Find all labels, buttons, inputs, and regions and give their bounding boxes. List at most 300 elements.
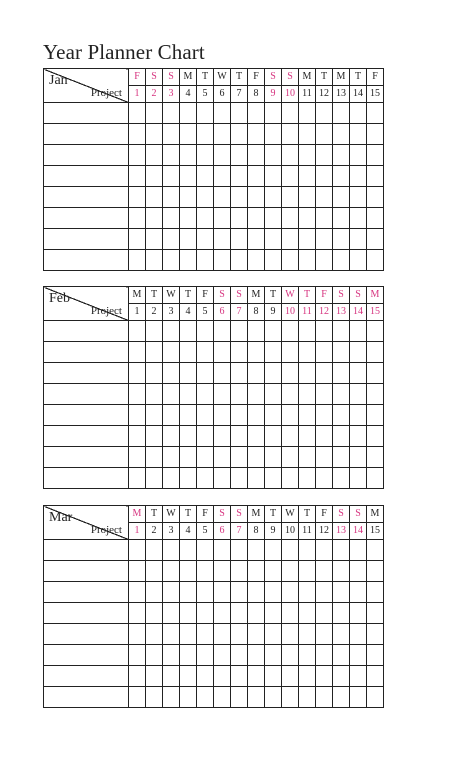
day-cell[interactable] <box>163 687 180 708</box>
day-cell[interactable] <box>299 582 316 603</box>
day-cell[interactable] <box>350 208 367 229</box>
day-cell[interactable] <box>163 187 180 208</box>
day-cell[interactable] <box>350 603 367 624</box>
day-cell[interactable] <box>282 426 299 447</box>
day-cell[interactable] <box>265 384 282 405</box>
day-cell[interactable] <box>282 145 299 166</box>
day-cell[interactable] <box>231 645 248 666</box>
project-name-cell[interactable] <box>44 363 129 384</box>
project-name-cell[interactable] <box>44 103 129 124</box>
day-cell[interactable] <box>316 405 333 426</box>
day-cell[interactable] <box>163 468 180 489</box>
project-name-cell[interactable] <box>44 540 129 561</box>
day-cell[interactable] <box>248 208 265 229</box>
day-cell[interactable] <box>231 145 248 166</box>
day-cell[interactable] <box>146 384 163 405</box>
day-cell[interactable] <box>333 624 350 645</box>
project-name-cell[interactable] <box>44 229 129 250</box>
day-cell[interactable] <box>316 187 333 208</box>
day-cell[interactable] <box>282 208 299 229</box>
day-cell[interactable] <box>248 124 265 145</box>
day-cell[interactable] <box>350 645 367 666</box>
day-cell[interactable] <box>163 363 180 384</box>
day-cell[interactable] <box>214 645 231 666</box>
day-cell[interactable] <box>265 624 282 645</box>
day-cell[interactable] <box>214 342 231 363</box>
day-cell[interactable] <box>248 103 265 124</box>
day-cell[interactable] <box>350 426 367 447</box>
day-cell[interactable] <box>146 666 163 687</box>
day-cell[interactable] <box>282 666 299 687</box>
project-name-cell[interactable] <box>44 447 129 468</box>
day-cell[interactable] <box>231 666 248 687</box>
day-cell[interactable] <box>197 426 214 447</box>
day-cell[interactable] <box>214 426 231 447</box>
day-cell[interactable] <box>265 405 282 426</box>
day-cell[interactable] <box>316 603 333 624</box>
day-cell[interactable] <box>367 229 384 250</box>
day-cell[interactable] <box>299 645 316 666</box>
day-cell[interactable] <box>367 405 384 426</box>
day-cell[interactable] <box>197 582 214 603</box>
day-cell[interactable] <box>350 363 367 384</box>
day-cell[interactable] <box>350 447 367 468</box>
day-cell[interactable] <box>367 645 384 666</box>
day-cell[interactable] <box>350 687 367 708</box>
day-cell[interactable] <box>231 384 248 405</box>
day-cell[interactable] <box>265 426 282 447</box>
day-cell[interactable] <box>214 666 231 687</box>
day-cell[interactable] <box>282 540 299 561</box>
day-cell[interactable] <box>197 603 214 624</box>
day-cell[interactable] <box>231 124 248 145</box>
day-cell[interactable] <box>350 321 367 342</box>
day-cell[interactable] <box>248 624 265 645</box>
day-cell[interactable] <box>197 405 214 426</box>
project-name-cell[interactable] <box>44 645 129 666</box>
day-cell[interactable] <box>214 384 231 405</box>
day-cell[interactable] <box>265 363 282 384</box>
day-cell[interactable] <box>146 103 163 124</box>
day-cell[interactable] <box>282 582 299 603</box>
project-name-cell[interactable] <box>44 687 129 708</box>
day-cell[interactable] <box>333 103 350 124</box>
day-cell[interactable] <box>129 103 146 124</box>
day-cell[interactable] <box>333 426 350 447</box>
day-cell[interactable] <box>197 447 214 468</box>
day-cell[interactable] <box>282 363 299 384</box>
day-cell[interactable] <box>299 342 316 363</box>
day-cell[interactable] <box>180 384 197 405</box>
day-cell[interactable] <box>129 363 146 384</box>
day-cell[interactable] <box>316 645 333 666</box>
day-cell[interactable] <box>367 540 384 561</box>
day-cell[interactable] <box>265 687 282 708</box>
day-cell[interactable] <box>197 666 214 687</box>
day-cell[interactable] <box>367 321 384 342</box>
day-cell[interactable] <box>197 645 214 666</box>
day-cell[interactable] <box>129 405 146 426</box>
project-name-cell[interactable] <box>44 582 129 603</box>
day-cell[interactable] <box>367 426 384 447</box>
day-cell[interactable] <box>350 342 367 363</box>
project-name-cell[interactable] <box>44 321 129 342</box>
day-cell[interactable] <box>248 468 265 489</box>
day-cell[interactable] <box>248 561 265 582</box>
day-cell[interactable] <box>350 582 367 603</box>
day-cell[interactable] <box>180 582 197 603</box>
day-cell[interactable] <box>299 447 316 468</box>
day-cell[interactable] <box>146 229 163 250</box>
day-cell[interactable] <box>265 468 282 489</box>
day-cell[interactable] <box>214 624 231 645</box>
day-cell[interactable] <box>316 447 333 468</box>
day-cell[interactable] <box>265 103 282 124</box>
day-cell[interactable] <box>197 540 214 561</box>
day-cell[interactable] <box>163 124 180 145</box>
day-cell[interactable] <box>248 603 265 624</box>
day-cell[interactable] <box>129 540 146 561</box>
day-cell[interactable] <box>146 250 163 271</box>
day-cell[interactable] <box>265 645 282 666</box>
day-cell[interactable] <box>214 447 231 468</box>
day-cell[interactable] <box>180 363 197 384</box>
day-cell[interactable] <box>180 666 197 687</box>
day-cell[interactable] <box>248 363 265 384</box>
day-cell[interactable] <box>248 447 265 468</box>
day-cell[interactable] <box>299 687 316 708</box>
day-cell[interactable] <box>197 250 214 271</box>
day-cell[interactable] <box>367 582 384 603</box>
day-cell[interactable] <box>180 321 197 342</box>
day-cell[interactable] <box>248 342 265 363</box>
day-cell[interactable] <box>197 468 214 489</box>
day-cell[interactable] <box>146 603 163 624</box>
day-cell[interactable] <box>129 166 146 187</box>
day-cell[interactable] <box>333 468 350 489</box>
day-cell[interactable] <box>214 561 231 582</box>
day-cell[interactable] <box>350 540 367 561</box>
project-name-cell[interactable] <box>44 603 129 624</box>
day-cell[interactable] <box>214 540 231 561</box>
day-cell[interactable] <box>299 666 316 687</box>
day-cell[interactable] <box>197 229 214 250</box>
day-cell[interactable] <box>163 540 180 561</box>
day-cell[interactable] <box>316 145 333 166</box>
day-cell[interactable] <box>265 124 282 145</box>
day-cell[interactable] <box>299 468 316 489</box>
day-cell[interactable] <box>333 124 350 145</box>
day-cell[interactable] <box>367 384 384 405</box>
day-cell[interactable] <box>163 166 180 187</box>
day-cell[interactable] <box>350 187 367 208</box>
day-cell[interactable] <box>282 645 299 666</box>
day-cell[interactable] <box>333 342 350 363</box>
day-cell[interactable] <box>197 342 214 363</box>
day-cell[interactable] <box>367 250 384 271</box>
day-cell[interactable] <box>282 250 299 271</box>
day-cell[interactable] <box>265 582 282 603</box>
day-cell[interactable] <box>367 687 384 708</box>
day-cell[interactable] <box>163 426 180 447</box>
day-cell[interactable] <box>299 229 316 250</box>
day-cell[interactable] <box>214 250 231 271</box>
day-cell[interactable] <box>129 124 146 145</box>
day-cell[interactable] <box>316 363 333 384</box>
day-cell[interactable] <box>299 624 316 645</box>
day-cell[interactable] <box>282 561 299 582</box>
day-cell[interactable] <box>265 540 282 561</box>
day-cell[interactable] <box>299 363 316 384</box>
day-cell[interactable] <box>316 250 333 271</box>
day-cell[interactable] <box>333 321 350 342</box>
day-cell[interactable] <box>316 384 333 405</box>
day-cell[interactable] <box>333 540 350 561</box>
day-cell[interactable] <box>197 384 214 405</box>
day-cell[interactable] <box>248 645 265 666</box>
day-cell[interactable] <box>282 187 299 208</box>
day-cell[interactable] <box>367 145 384 166</box>
day-cell[interactable] <box>180 447 197 468</box>
day-cell[interactable] <box>316 666 333 687</box>
day-cell[interactable] <box>299 384 316 405</box>
day-cell[interactable] <box>333 363 350 384</box>
day-cell[interactable] <box>333 645 350 666</box>
day-cell[interactable] <box>146 124 163 145</box>
day-cell[interactable] <box>163 447 180 468</box>
day-cell[interactable] <box>163 250 180 271</box>
project-name-cell[interactable] <box>44 426 129 447</box>
day-cell[interactable] <box>163 145 180 166</box>
day-cell[interactable] <box>282 321 299 342</box>
day-cell[interactable] <box>299 103 316 124</box>
day-cell[interactable] <box>231 468 248 489</box>
day-cell[interactable] <box>180 540 197 561</box>
day-cell[interactable] <box>231 426 248 447</box>
day-cell[interactable] <box>214 145 231 166</box>
day-cell[interactable] <box>146 645 163 666</box>
day-cell[interactable] <box>129 229 146 250</box>
day-cell[interactable] <box>265 145 282 166</box>
day-cell[interactable] <box>197 561 214 582</box>
day-cell[interactable] <box>248 384 265 405</box>
day-cell[interactable] <box>231 166 248 187</box>
day-cell[interactable] <box>316 582 333 603</box>
day-cell[interactable] <box>350 468 367 489</box>
day-cell[interactable] <box>316 342 333 363</box>
day-cell[interactable] <box>146 321 163 342</box>
day-cell[interactable] <box>231 624 248 645</box>
day-cell[interactable] <box>299 166 316 187</box>
day-cell[interactable] <box>282 384 299 405</box>
day-cell[interactable] <box>197 208 214 229</box>
project-name-cell[interactable] <box>44 342 129 363</box>
day-cell[interactable] <box>367 447 384 468</box>
day-cell[interactable] <box>129 687 146 708</box>
day-cell[interactable] <box>197 687 214 708</box>
day-cell[interactable] <box>367 208 384 229</box>
day-cell[interactable] <box>231 187 248 208</box>
day-cell[interactable] <box>299 426 316 447</box>
day-cell[interactable] <box>316 468 333 489</box>
day-cell[interactable] <box>231 582 248 603</box>
day-cell[interactable] <box>316 624 333 645</box>
day-cell[interactable] <box>350 229 367 250</box>
day-cell[interactable] <box>282 229 299 250</box>
day-cell[interactable] <box>231 405 248 426</box>
day-cell[interactable] <box>333 582 350 603</box>
day-cell[interactable] <box>367 342 384 363</box>
day-cell[interactable] <box>180 166 197 187</box>
day-cell[interactable] <box>333 187 350 208</box>
project-name-cell[interactable] <box>44 124 129 145</box>
day-cell[interactable] <box>248 687 265 708</box>
day-cell[interactable] <box>299 321 316 342</box>
day-cell[interactable] <box>265 342 282 363</box>
day-cell[interactable] <box>316 426 333 447</box>
day-cell[interactable] <box>146 687 163 708</box>
day-cell[interactable] <box>367 187 384 208</box>
day-cell[interactable] <box>129 603 146 624</box>
day-cell[interactable] <box>282 624 299 645</box>
day-cell[interactable] <box>282 687 299 708</box>
day-cell[interactable] <box>282 405 299 426</box>
day-cell[interactable] <box>146 624 163 645</box>
day-cell[interactable] <box>265 187 282 208</box>
day-cell[interactable] <box>129 342 146 363</box>
day-cell[interactable] <box>333 561 350 582</box>
day-cell[interactable] <box>265 561 282 582</box>
project-name-cell[interactable] <box>44 468 129 489</box>
day-cell[interactable] <box>282 342 299 363</box>
day-cell[interactable] <box>333 687 350 708</box>
day-cell[interactable] <box>214 229 231 250</box>
day-cell[interactable] <box>231 603 248 624</box>
day-cell[interactable] <box>146 540 163 561</box>
day-cell[interactable] <box>180 208 197 229</box>
day-cell[interactable] <box>333 166 350 187</box>
day-cell[interactable] <box>197 124 214 145</box>
day-cell[interactable] <box>248 405 265 426</box>
project-name-cell[interactable] <box>44 250 129 271</box>
day-cell[interactable] <box>214 582 231 603</box>
day-cell[interactable] <box>248 582 265 603</box>
day-cell[interactable] <box>248 250 265 271</box>
day-cell[interactable] <box>129 208 146 229</box>
day-cell[interactable] <box>129 145 146 166</box>
day-cell[interactable] <box>146 405 163 426</box>
day-cell[interactable] <box>350 666 367 687</box>
day-cell[interactable] <box>350 250 367 271</box>
day-cell[interactable] <box>299 208 316 229</box>
day-cell[interactable] <box>163 384 180 405</box>
project-name-cell[interactable] <box>44 208 129 229</box>
day-cell[interactable] <box>163 342 180 363</box>
day-cell[interactable] <box>163 582 180 603</box>
day-cell[interactable] <box>146 145 163 166</box>
project-name-cell[interactable] <box>44 384 129 405</box>
project-name-cell[interactable] <box>44 166 129 187</box>
day-cell[interactable] <box>265 166 282 187</box>
day-cell[interactable] <box>180 687 197 708</box>
day-cell[interactable] <box>129 468 146 489</box>
day-cell[interactable] <box>248 229 265 250</box>
day-cell[interactable] <box>265 603 282 624</box>
day-cell[interactable] <box>299 145 316 166</box>
day-cell[interactable] <box>214 405 231 426</box>
day-cell[interactable] <box>316 124 333 145</box>
day-cell[interactable] <box>367 124 384 145</box>
day-cell[interactable] <box>350 103 367 124</box>
day-cell[interactable] <box>316 208 333 229</box>
day-cell[interactable] <box>163 561 180 582</box>
day-cell[interactable] <box>180 645 197 666</box>
day-cell[interactable] <box>214 166 231 187</box>
day-cell[interactable] <box>180 468 197 489</box>
day-cell[interactable] <box>333 603 350 624</box>
day-cell[interactable] <box>299 603 316 624</box>
day-cell[interactable] <box>180 229 197 250</box>
day-cell[interactable] <box>367 103 384 124</box>
day-cell[interactable] <box>214 103 231 124</box>
day-cell[interactable] <box>282 468 299 489</box>
day-cell[interactable] <box>299 561 316 582</box>
day-cell[interactable] <box>129 624 146 645</box>
day-cell[interactable] <box>231 250 248 271</box>
day-cell[interactable] <box>248 540 265 561</box>
day-cell[interactable] <box>163 103 180 124</box>
day-cell[interactable] <box>180 124 197 145</box>
day-cell[interactable] <box>367 363 384 384</box>
day-cell[interactable] <box>333 208 350 229</box>
day-cell[interactable] <box>129 582 146 603</box>
day-cell[interactable] <box>180 103 197 124</box>
day-cell[interactable] <box>265 250 282 271</box>
day-cell[interactable] <box>214 603 231 624</box>
day-cell[interactable] <box>350 624 367 645</box>
day-cell[interactable] <box>248 426 265 447</box>
day-cell[interactable] <box>350 166 367 187</box>
day-cell[interactable] <box>316 103 333 124</box>
day-cell[interactable] <box>146 208 163 229</box>
day-cell[interactable] <box>316 321 333 342</box>
day-cell[interactable] <box>265 229 282 250</box>
day-cell[interactable] <box>146 342 163 363</box>
day-cell[interactable] <box>146 447 163 468</box>
day-cell[interactable] <box>282 447 299 468</box>
day-cell[interactable] <box>316 561 333 582</box>
day-cell[interactable] <box>282 603 299 624</box>
day-cell[interactable] <box>214 124 231 145</box>
day-cell[interactable] <box>146 561 163 582</box>
project-name-cell[interactable] <box>44 624 129 645</box>
day-cell[interactable] <box>163 645 180 666</box>
day-cell[interactable] <box>129 426 146 447</box>
day-cell[interactable] <box>197 103 214 124</box>
day-cell[interactable] <box>350 561 367 582</box>
day-cell[interactable] <box>214 208 231 229</box>
day-cell[interactable] <box>350 145 367 166</box>
day-cell[interactable] <box>265 447 282 468</box>
day-cell[interactable] <box>367 468 384 489</box>
day-cell[interactable] <box>367 624 384 645</box>
day-cell[interactable] <box>163 405 180 426</box>
day-cell[interactable] <box>316 166 333 187</box>
day-cell[interactable] <box>299 187 316 208</box>
day-cell[interactable] <box>265 321 282 342</box>
day-cell[interactable] <box>248 321 265 342</box>
day-cell[interactable] <box>214 687 231 708</box>
